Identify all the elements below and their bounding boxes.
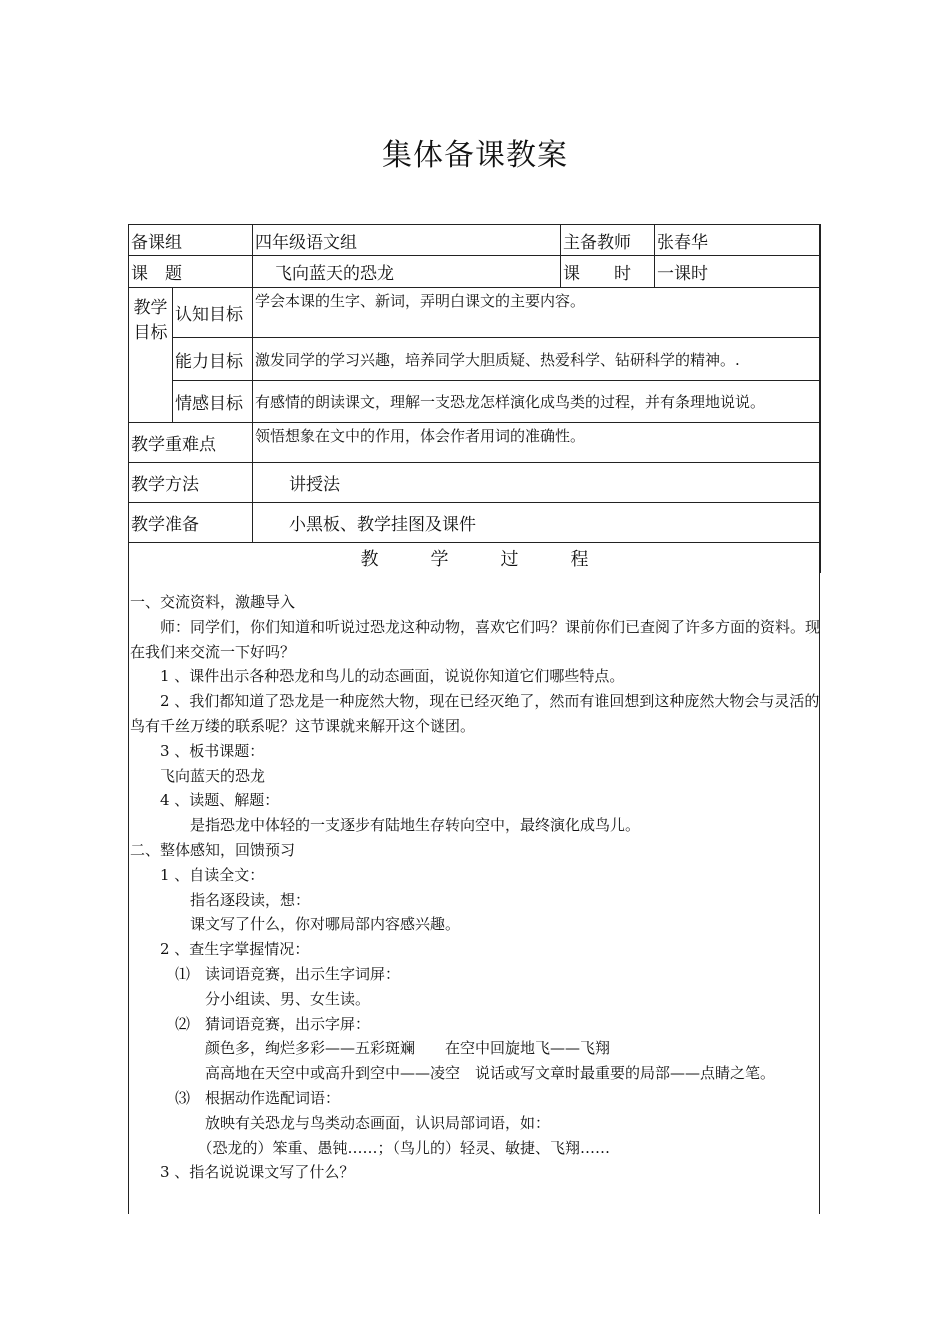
process-line: （恐龙的）笨重、愚钝……；（鸟儿的）轻灵、敏捷、飞翔…… — [130, 1138, 611, 1157]
process-line: 2 、查生字掌握情况： — [130, 940, 310, 959]
table-row — [129, 225, 821, 256]
process-heading-char: 学 — [430, 548, 449, 570]
process-line: 1 、课件出示各种恐龙和鸟儿的动态画面，说说你知道它们哪些特点。 — [130, 667, 625, 686]
process-line: 4 、读题、解题： — [130, 791, 280, 810]
goals-label: 教学目标 — [129, 288, 173, 423]
process-line: 3 、板书课题： — [130, 741, 265, 760]
method-label: 教学方法 — [129, 463, 253, 503]
table-row — [129, 338, 821, 381]
table-row — [129, 503, 821, 543]
teacher-value: 张春华 — [655, 225, 821, 256]
topic-label: 课 题 — [129, 256, 253, 288]
group-label: 备课组 — [129, 225, 253, 256]
process-line: 师：同学们，你们知道和听说过恐龙这种动物，喜欢它们吗？课前你们已查阅了许多方面的资料。现在我们来交流一下好吗？ — [130, 617, 821, 661]
method-value: 讲授法 — [253, 463, 821, 503]
process-line: 是指恐龙中体轻的一支逐步有陆地生存转向空中，最终演化成鸟儿。 — [130, 816, 641, 835]
group-value: 四年级语文组 — [253, 225, 561, 256]
goal-text-emotion: 有感情的朗读课文，理解一支恐龙怎样演化成鸟类的过程，并有条理地说说。 — [253, 381, 821, 423]
process-line: 颜色多，绚烂多彩——五彩斑斓 在空中回旋地飞——飞翔 — [130, 1039, 611, 1058]
topic-value: 飞向蓝天的恐龙 — [253, 256, 561, 288]
process-line: 2 、我们都知道了恐龙是一种庞然大物，现在已经灭绝了，然而有谁回想到这种庞然大物会与灵活的鸟有千丝万缕的联系呢？这节课就来解开这个谜团。 — [130, 692, 820, 735]
hours-value: 一课时 — [655, 256, 821, 288]
goal-label-emotion: 情感目标 — [173, 381, 253, 423]
process-line: 指名逐段读，想： — [130, 890, 311, 909]
difficulty-label: 教学重难点 — [129, 423, 253, 463]
process-heading-char: 教 — [360, 548, 379, 570]
table-row — [129, 463, 821, 503]
table-row — [129, 543, 821, 573]
difficulty-value: 领悟想象在文中的作用，体会作者用词的准确性。 — [253, 423, 821, 463]
goal-text-cognitive: 学会本课的生字、新词，弄明白课文的主要内容。 — [253, 288, 821, 338]
process-line: ⑵ 猜词语竞赛，出示字屏： — [130, 1014, 371, 1033]
table-row — [129, 256, 821, 288]
process-line: 飞向蓝天的恐龙 — [130, 766, 266, 785]
goal-text-ability: 激发同学的学习兴趣，培养同学大胆质疑、热爱科学、钻研科学的精神。. — [253, 338, 821, 381]
process-line: 课文写了什么，你对哪局部内容感兴趣。 — [130, 915, 461, 934]
goal-label-ability: 能力目标 — [173, 338, 253, 381]
process-line: 分小组读、男、女生读。 — [130, 989, 371, 1008]
lesson-info-table — [128, 224, 821, 573]
process-line: 3 、指名说说课文写了什么？ — [130, 1163, 355, 1182]
lesson-process — [130, 590, 820, 1185]
process-line: 1 、自读全文： — [130, 865, 265, 884]
hours-label: 课 时 — [561, 256, 655, 288]
page-title: 集体备课教案 — [382, 138, 568, 173]
process-line: ⑴ 读词语竞赛，出示生字词屏： — [130, 964, 401, 983]
process-line: 高高地在天空中或高升到空中——凌空 说话或写文章时最重要的局部——点睛之笔。 — [130, 1064, 776, 1083]
goal-label-cognitive: 认知目标 — [173, 288, 253, 338]
table-row — [129, 423, 821, 463]
process-line: ⑶ 根据动作选配词语： — [130, 1088, 341, 1107]
process-line: 二、整体感知，回馈预习 — [130, 840, 296, 859]
table-row — [129, 288, 821, 338]
process-heading-char: 过 — [500, 548, 519, 570]
process-line: 一、交流资料，激趣导入 — [130, 593, 296, 611]
table-row — [129, 381, 821, 423]
prep-label: 教学准备 — [129, 503, 253, 543]
prep-value: 小黑板、教学挂图及课件 — [253, 503, 821, 543]
process-line: 放映有关恐龙与鸟类动态画面，认识局部词语，如： — [130, 1113, 551, 1132]
process-heading-char: 程 — [570, 548, 589, 570]
teacher-label: 主备教师 — [561, 225, 655, 256]
process-heading — [129, 543, 821, 573]
